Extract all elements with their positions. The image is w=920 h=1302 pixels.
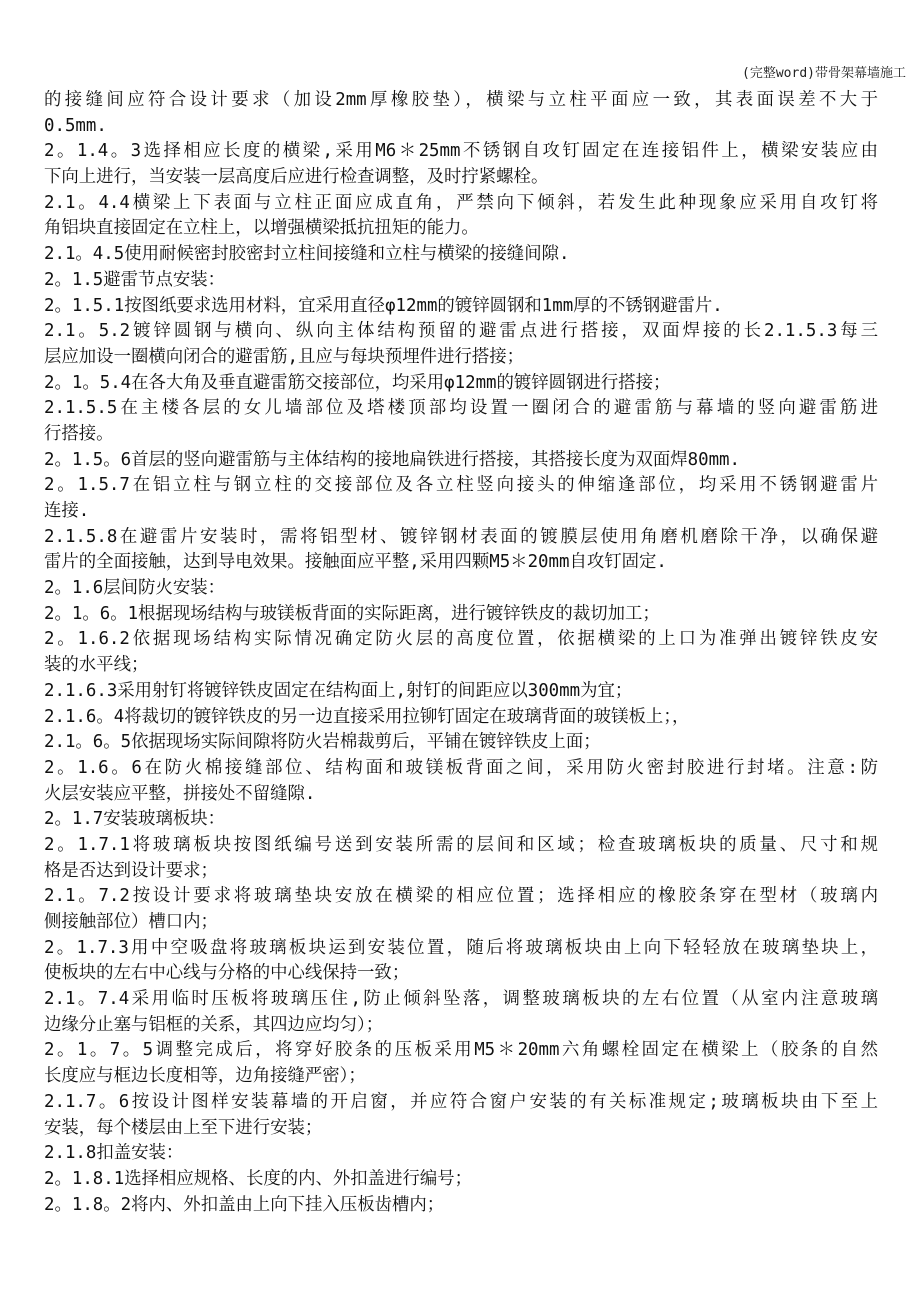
- text-line: 2。1.6。6在防火棉接缝部位、结构面和玻镁板背面之间，采用防火密封胶进行封堵。注意:防: [44, 757, 878, 778]
- text-line: 2。1.6.2依据现场结构实际情况确定防火层的高度位置，依据横梁的上口为准弹出镀锌铁皮安: [44, 629, 878, 650]
- text-line: 雷片的全面接触，达到导电效果。接触面应平整,采用四颗M5＊20mm自攻钉固定.: [44, 552, 667, 573]
- text-line: 2.1.5.5在主楼各层的女儿墙部位及塔楼顶部均设置一圈闭合的避雷筋与幕墙的竖向避雷筋进: [44, 398, 878, 419]
- text-line: 2。1.6层间防火安装：: [44, 578, 226, 599]
- text-line: 2.1。7.2按设计要求将玻璃垫块安放在横梁的相应位置；选择相应的橡胶条穿在型材（玻璃内: [44, 886, 878, 907]
- text-line: 2。1.5避雷节点安装：: [44, 269, 226, 290]
- text-line: 2.1.7。6按设计图样安装幕墙的开启窗，并应符合窗户安装的有关标准规定;玻璃板块由下至上: [44, 1091, 878, 1112]
- text-line: 2.1.6。4将裁切的镀锌铁皮的另一边直接采用拉铆钉固定在玻璃背面的玻镁板上；，: [44, 706, 690, 727]
- text-line: 2.1。4.4横梁上下表面与立柱正面应成直角，严禁向下倾斜，若发生此种现象应采用自攻钉将: [44, 192, 878, 213]
- text-line: 边缘分止塞与铝框的关系，其四边应均匀）；: [44, 1014, 384, 1035]
- text-line: 2。1.8。2将内、外扣盖由上向下挂入压板齿槽内；: [44, 1194, 445, 1215]
- text-line: 2。1.5。6首层的竖向避雷筋与主体结构的接地扁铁进行搭接，其搭接长度为双面焊80mm.: [44, 449, 740, 470]
- text-line: 使板块的左右中心线与分格的中心线保持一致；: [44, 963, 410, 984]
- page-header: (完整word)带骨架幕墙施工: [742, 66, 906, 81]
- text-line: 长度应与框边长度相等，边角接缝严密）；: [44, 1066, 366, 1087]
- text-line: 2。1.4。3选择相应长度的横梁,采用M6＊25mm不锈钢自攻钉固定在连接铝件上，横梁安装应由: [44, 141, 878, 162]
- text-line: 2.1。4.5使用耐候密封胶密封立柱间接缝和立柱与横梁的接缝间隙.: [44, 244, 570, 265]
- text-line: 2.1。7.4采用临时压板将玻璃压住,防止倾斜坠落，调整玻璃板块的左右位置（从室内注意玻璃: [44, 989, 878, 1010]
- text-line: 2。1。6。1根据现场结构与玻镁板背面的实际距离，进行镀锌铁皮的裁切加工；: [44, 603, 660, 624]
- text-line: 装的水平线；: [44, 655, 149, 676]
- text-line: 2。1.7.3用中空吸盘将玻璃板块运到安装位置，随后将玻璃板块由上向下轻轻放在玻璃垫块上，: [44, 937, 878, 958]
- text-line: 2。1。7。5调整完成后，将穿好胶条的压板采用M5＊20mm六角螺栓固定在横梁上（胶条的自然: [44, 1040, 878, 1061]
- text-line: 2.1.6.3采用射钉将镀锌铁皮固定在结构面上,射钉的间距应以300mm为宜；: [44, 680, 633, 701]
- text-line: 2。1.7.1将玻璃板块按图纸编号送到安装所需的层间和区域；检查玻璃板块的质量、尺寸和规: [44, 834, 878, 855]
- text-line: 2.1。5.2镀锌圆钢与横向、纵向主体结构预留的避雷点进行搭接，双面焊接的长2.1.5.3每三: [44, 321, 878, 342]
- text-line: 的接缝间应符合设计要求（加设2mm厚橡胶垫），横梁与立柱平面应一致，其表面误差不大于: [44, 90, 878, 110]
- text-line: 格是否达到设计要求；: [44, 860, 218, 881]
- text-line: 2。1.5.7在铝立柱与钢立柱的交接部位及各立柱竖向接头的伸缩逢部位，均采用不锈钢避雷片: [44, 475, 878, 496]
- text-line: 2。1.8.1选择相应规格、长度的内、外扣盖进行编号；: [44, 1168, 473, 1189]
- text-line: 2.1.5.8在避雷片安装时，需将铝型材、镀锌钢材表面的镀膜层使用角磨机磨除干净，以确保避: [44, 526, 878, 547]
- text-line: 火层安装应平整，拼接处不留缝隙.: [44, 783, 316, 804]
- text-line: 侧接触部位）槽口内；: [44, 912, 218, 932]
- text-line: 角铝块直接固定在立柱上，以增强横梁抵抗扭矩的能力。: [44, 218, 479, 239]
- text-line: 下向上进行，当安装一层高度后应进行检查调整，及时拧紧螺栓。: [44, 167, 549, 188]
- text-line: 2.1.8扣盖安装：: [44, 1143, 184, 1164]
- text-line: 2。1.7安装玻璃板块：: [44, 809, 226, 830]
- text-line: 层应加设一圈横向闭合的避雷筋,且应与每块预埋件进行搭接；: [44, 346, 525, 367]
- text-line: 0.5mm.: [44, 115, 107, 136]
- text-line: 安装，每个楼层由上至下进行安装；: [44, 1117, 323, 1138]
- text-line: 连接.: [44, 501, 90, 521]
- text-line: 2。1。5.4在各大角及垂直避雷筋交接部位，均采用φ12mm的镀锌圆钢进行搭接；: [44, 372, 671, 393]
- text-line: 2。1.5.1按图纸要求选用材料，宜采用直径φ12mm的镀锌圆钢和1mm厚的不锈钢避雷片.: [44, 295, 723, 316]
- document-body: [44, 88, 878, 1218]
- text-line: 2.1。6。5依据现场实际间隙将防火岩棉裁剪后，平铺在镀锌铁皮上面；: [44, 732, 601, 753]
- text-line: 行搭接。: [44, 423, 114, 444]
